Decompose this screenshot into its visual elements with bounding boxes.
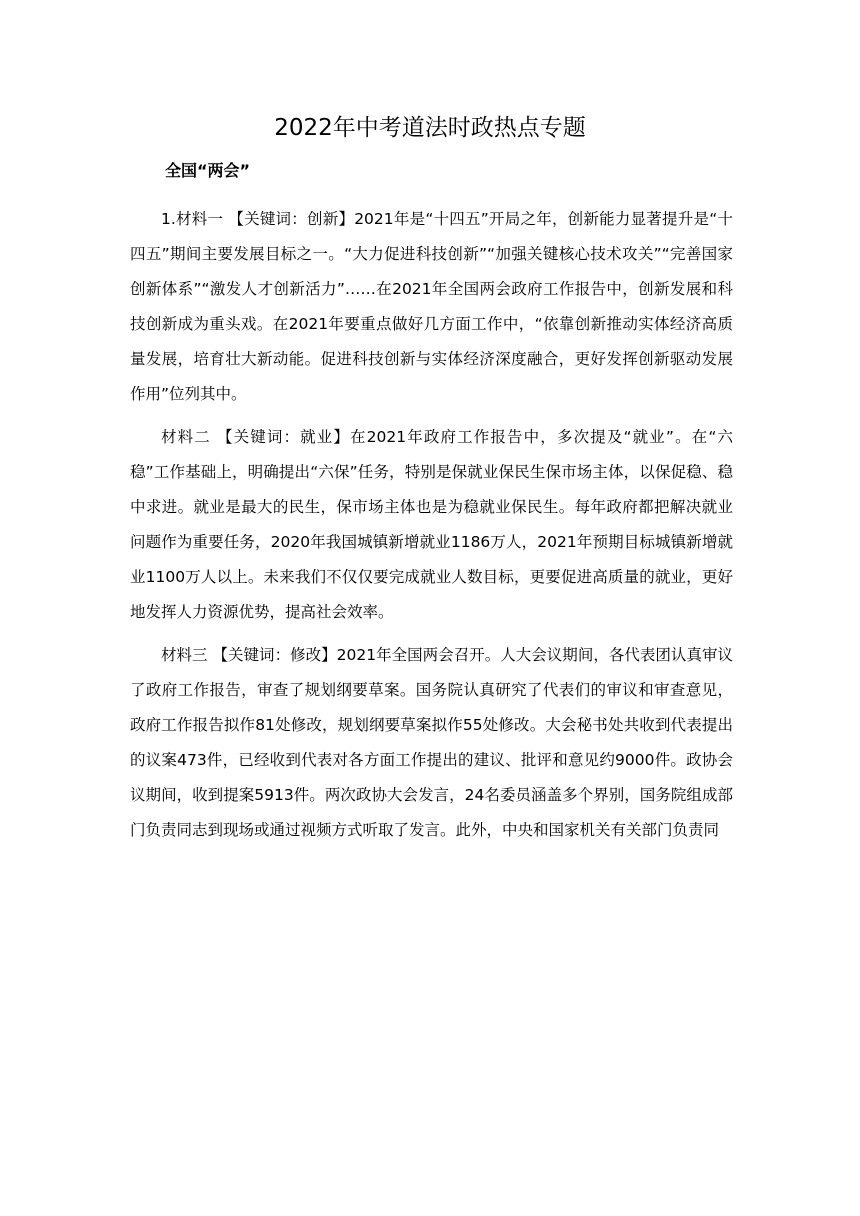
paragraph-material-2: 材料二 【关键词：就业】在2021年政府工作报告中，多次提及“就业”。在“六稳”工作基础上，明确提出“六保”任务，特别是保就业保民生保市场主体，以保促稳、稳中求进。就业是最大的民生，保市场主体也是为稳就业保民生。每年政府都把解决就业问题作为重要任务，2020年我国城镇新增就业1186万人，2021年预期目标城镇新增就业1100万人以上。未来我们不仅仅要完成就业人数目标，更要促进高质量的就业，更好地发挥人力资源优势，提高社会效率。 [130,428,733,621]
document-body [130,202,733,848]
document-title: 2022年中考道法时政热点专题 [274,115,586,141]
section-heading: 全国“两会” [165,161,251,180]
paragraph-material-1: 1.材料一 【关键词：创新】2021年是“十四五”开局之年，创新能力显著提升是“十四五”期间主要发展目标之一。“大力促进科技创新”“加强关键核心技术攻关”“完善国家创新体系”“激发人才创新活力”……在2021年全国两会政府工作报告中，创新发展和科技创新成为重头戏。在2021年要重点做好几方面工作中，“依靠创新推动实体经济高质量发展，培育壮大新动能。促进科技创新与实体经济深度融合，更好发挥创新驱动发展作用”位列其中。 [130,210,733,403]
paragraph-material-3: 材料三 【关键词：修改】2021年全国两会召开。人大会议期间，各代表团认真审议了政府工作报告，审查了规划纲要草案。国务院认真研究了代表们的审议和审查意见，政府工作报告拟作81处修改，规划纲要草案拟作55处修改。大会秘书处共收到代表提出的议案473件，已经收到代表对各方面工作提出的建议、批评和意见约9000件。政协会议期间，收到提案5913件。两次政协大会发言，24名委员涵盖多个界别，国务院组成部门负责同志到现场或通过视频方式听取了发言。此外，中央和国家机关有关部门负责同 [130,646,733,839]
